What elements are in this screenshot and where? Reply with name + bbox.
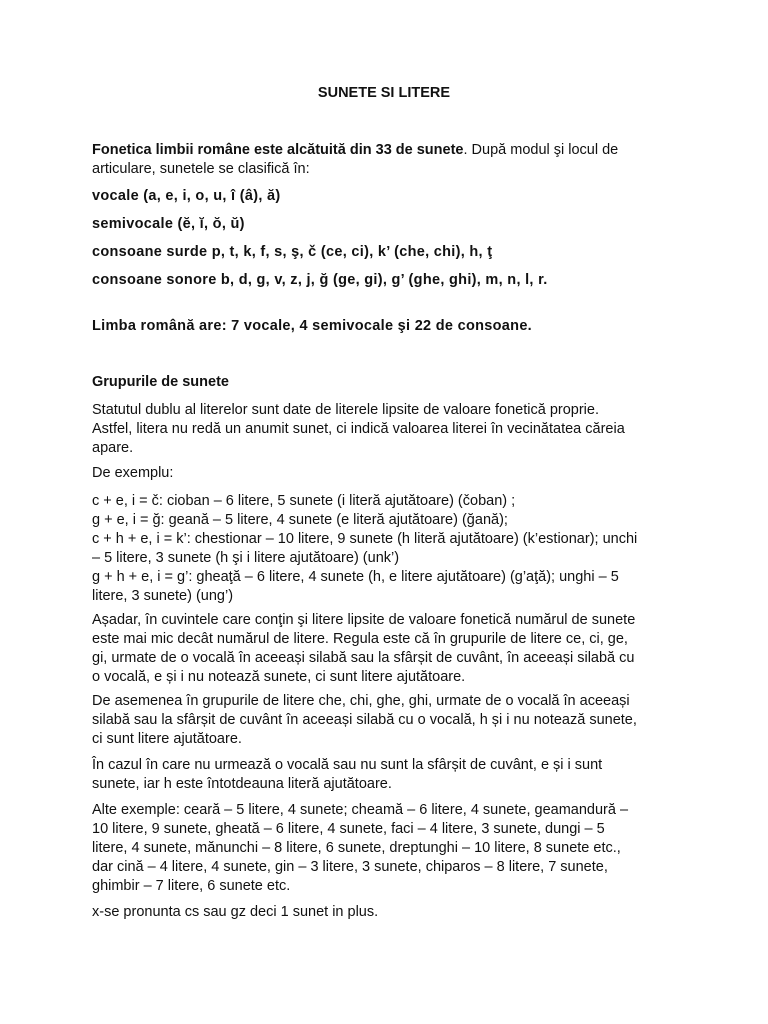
intro-line-2: articulare, sunetele se clasifică în: xyxy=(92,161,310,177)
asadar-line: gi, urmate de o vocală în aceeași silabă sau la sfârșit de cuvânt, în aceeași silabă cu xyxy=(92,650,635,666)
class-vocale: vocale (a, e, i, o, u, î (â), ă) xyxy=(92,188,281,204)
alte-line: 10 litere, 9 sunete, gheată – 6 litere, 4 sunete, faci – 4 litere, 3 sunete, dungi – 5 xyxy=(92,821,605,837)
x-note: x-se pronunta cs sau gz deci 1 sunet in plus. xyxy=(92,904,379,920)
statut-line: apare. xyxy=(92,440,134,456)
alte-line: dar cină – 4 litere, 4 sunete, gin – 3 litere, 3 sunete, chiparos – 8 litere, 7 sunete, xyxy=(92,859,608,875)
summary-line: Limba română are: 7 vocale, 4 semivocale şi 22 de consoane. xyxy=(92,318,533,334)
cazul-line: În cazul în care nu urmează o vocală sau nu sunt la sfârșit de cuvânt, e și i sunt xyxy=(92,757,603,773)
example-line: – 5 litere, 3 sunete (h şi i litere ajutătoare) (unk’) xyxy=(92,550,400,566)
example-line: g + h + e, i = g’: gheaţă – 6 litere, 4 sunete (h, e litere ajutătoare) (g’aţă); unghi – 5 xyxy=(92,569,619,585)
statut-line: Statutul dublu al literelor sunt date de literele lipsite de valoare fonetică proprie. xyxy=(92,402,599,418)
class-consoane-sonore: consoane sonore b, d, g, v, z, j, ğ (ge, gi), g’ (ghe, ghi), m, n, l, r. xyxy=(92,272,548,288)
asadar-line: Așadar, în cuvintele care conţin şi litere lipsite de valoare fonetică numărul de sunete xyxy=(92,612,636,628)
document-title: SUNETE SI LITERE xyxy=(317,85,451,101)
asemenea-line: ci sunt litere ajutătoare. xyxy=(92,731,242,747)
example-line: litere, 3 sunete) (ung’) xyxy=(92,588,234,604)
statut-line: Astfel, litera nu redă un anumit sunet, ci indică valoarea literei în vecinătatea căreia xyxy=(92,421,625,437)
asemenea-line: De asemenea în grupurile de litere che, chi, ghe, ghi, urmate de o vocală în aceeași xyxy=(92,693,630,709)
examples-paragraph xyxy=(92,492,676,606)
intro-paragraph xyxy=(92,141,676,179)
statut-paragraph xyxy=(92,401,676,458)
class-semivocale: semivocale (ĕ, ĭ, ŏ, ŭ) xyxy=(92,216,245,232)
alte-exemple-paragraph xyxy=(92,801,676,896)
example-line: g + e, i = ğ: geană – 5 litere, 4 sunete (e literă ajutătoare) (ğană); xyxy=(92,512,508,528)
cazul-paragraph xyxy=(92,756,676,794)
asadar-line: o vocală, e și i nu notează sunete, ci sunt litere ajutătoare. xyxy=(92,669,466,685)
alte-line: Alte exemple: ceară – 5 litere, 4 sunete; cheamă – 6 litere, 4 sunete, geamandură – xyxy=(92,802,629,818)
class-consoane-surde: consoane surde p, t, k, f, s, ş, č (ce, ci), k’ (che, chi), h, ţ xyxy=(92,244,493,260)
intro-continuation: . După modul şi locul de xyxy=(463,142,619,158)
section-heading-grupuri: Grupurile de sunete xyxy=(92,374,229,390)
asemenea-paragraph xyxy=(92,692,676,749)
exemplu-label: De exemplu: xyxy=(92,465,174,481)
example-line: c + e, i = č: cioban – 6 litere, 5 sunete (i literă ajutătoare) (čoban) ; xyxy=(92,493,516,509)
intro-bold-statement: Fonetica limbii române este alcătuită din 33 de sunete xyxy=(92,142,464,158)
cazul-line: sunete, iar h este întotdeauna literă ajutătoare. xyxy=(92,776,392,792)
intro-line-1 xyxy=(92,141,676,160)
example-line: c + h + e, i = k’: chestionar – 10 litere, 9 sunete (h literă ajutătoare) (k’estionar); unchi xyxy=(92,531,638,547)
asadar-paragraph xyxy=(92,611,676,687)
alte-line: ghimbir – 7 litere, 6 sunete etc. xyxy=(92,878,291,894)
asemenea-line: silabă sau la sfârșit de cuvânt în aceeași silabă cu o vocală, h și i nu notează sunete, xyxy=(92,712,637,728)
asadar-line: este mai mic decât numărul de litere. Regula este că în grupurile de litere ce, ci, ge, xyxy=(92,631,628,647)
alte-line: litere, 4 sunete, mănunchi – 8 litere, 6 sunete, dreptunghi – 10 litere, 8 sunete etc., xyxy=(92,840,621,856)
